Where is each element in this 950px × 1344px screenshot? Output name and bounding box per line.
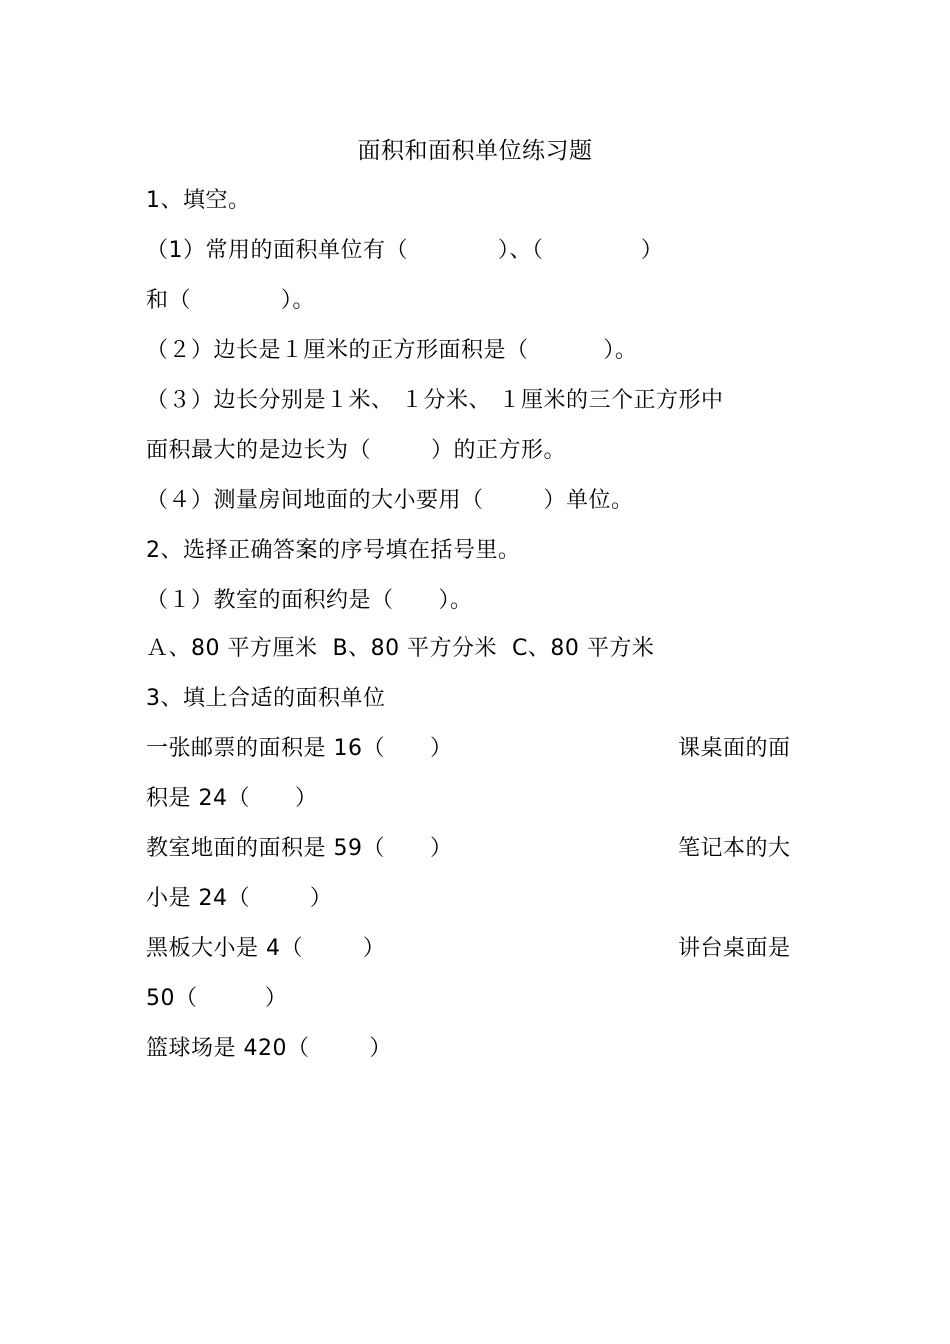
question-1-3-line2: 面积最大的是边长为（ ）的正方形。 [146, 438, 566, 463]
question-1-4: （４）测量房间地面的大小要用（ ）单位。 [146, 488, 634, 513]
question-1-2: （２）边长是１厘米的正方形面积是（ ）。 [146, 338, 638, 363]
question-3-row1-cont: 积是 24（ ） [146, 786, 318, 811]
question-1-3-line1: （３）边长分别是１米、 １分米、 １厘米的三个正方形中 [146, 388, 724, 413]
section2-heading: 2、选择正确答案的序号填在括号里。 [146, 538, 521, 563]
question-3-row1-right: 课桌面的面 [678, 736, 791, 761]
section1-heading: 1、填空。 [146, 188, 251, 213]
question-3-row2-left: 教室地面的面积是 59（ ） [146, 836, 453, 861]
page-title: 面积和面积单位练习题 [357, 138, 593, 164]
question-3-row2-cont: 小是 24（ ） [146, 886, 333, 911]
question-3-row3-cont: 50（ ） [146, 986, 288, 1011]
question-2-1: （１）教室的面积约是（ ）。 [146, 588, 473, 613]
question-1-1-line2: 和（ ）。 [146, 288, 315, 313]
question-2-1-options: Ａ、80 平方厘米 B、80 平方分米 C、80 平方米 [146, 636, 655, 661]
question-3-row1-left: 一张邮票的面积是 16（ ） [146, 736, 453, 761]
question-1-1-line1: （1）常用的面积单位有（ ）、（ ） [146, 238, 664, 263]
section3-heading: 3、填上合适的面积单位 [146, 686, 386, 711]
question-3-row4-left: 篮球场是 420（ ） [146, 1036, 392, 1061]
question-3-row3-right: 讲台桌面是 [678, 936, 791, 961]
question-3-row2-right: 笔记本的大 [678, 836, 791, 861]
question-3-row3-left: 黑板大小是 4（ ） [146, 936, 386, 961]
